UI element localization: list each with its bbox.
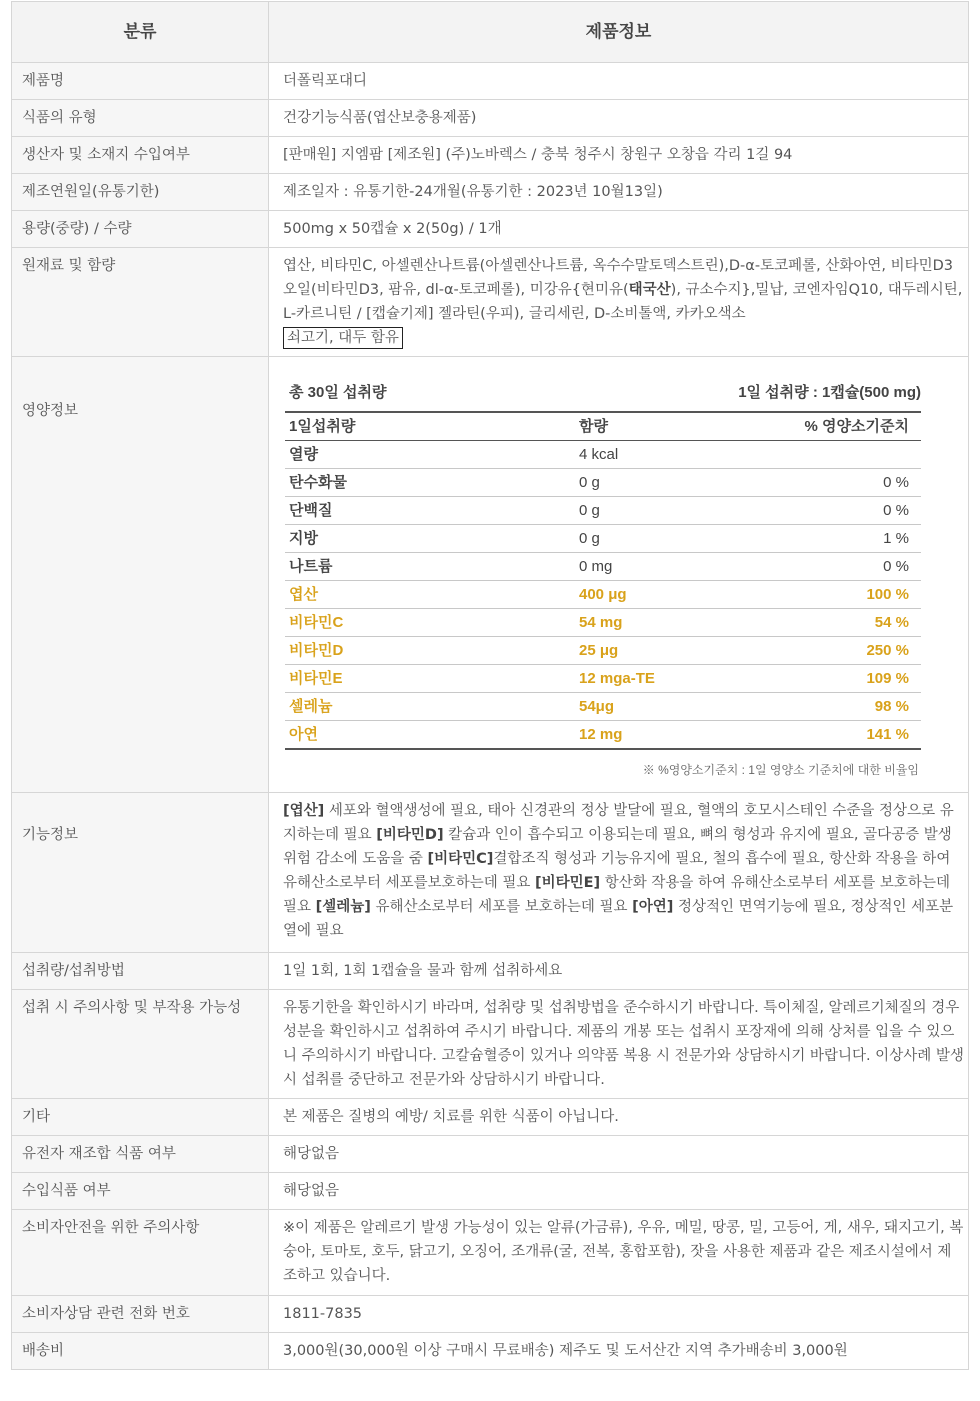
nutrient-name: 셀레늄 bbox=[289, 698, 333, 715]
nutrient-amount: 0 g bbox=[579, 474, 600, 491]
ingredients-text-2: ), 규소수지},밀납, 코엔자임Q10, 대두레시틴, L-카르니틴 / [캡슐기제] 젤라틴(우피), 글리세린, D-소비톨액, 카카오색소 bbox=[283, 282, 963, 322]
row-label: 원재료 및 함량 bbox=[12, 248, 269, 357]
desc-vite: 항산화 작용을 하여 유해산소로부터 세포를 보호하는데 필요 bbox=[283, 875, 950, 915]
nutrient-amount: 0 g bbox=[579, 530, 600, 547]
nutrition-summary bbox=[285, 377, 921, 413]
tag-selenium: [셀레늄] bbox=[315, 899, 371, 915]
nutrient-percent: 141 % bbox=[866, 726, 909, 743]
table-row bbox=[12, 1099, 969, 1136]
ingredients-text: 엽산, 비타민C, 아셀렌산나트륨(아셀렌산나트륨, 옥수수말토덱스트린),D-α-토코페롤, 산화아연, 비타민D3오일(비타민D3, 팜유, dl-α-토코페롤), 미강유{현미유( bbox=[283, 258, 953, 298]
row-label: 제품명 bbox=[12, 63, 269, 100]
table-row bbox=[12, 1210, 969, 1296]
row-label: 유전자 재조합 식품 여부 bbox=[12, 1136, 269, 1173]
nutrient-percent: 54 % bbox=[874, 614, 909, 631]
food-type-value: 건강기능식품(엽산보충용제품) bbox=[269, 100, 969, 137]
nutrition-row bbox=[285, 693, 921, 721]
nutrient-amount: 54 mg bbox=[579, 614, 623, 631]
nutrition-row bbox=[285, 609, 921, 637]
nutrient-name: 나트륨 bbox=[289, 558, 333, 575]
nutrition-note: ※ %영양소기준치 : 1일 영양소 기준치에 대한 비율임 bbox=[642, 763, 919, 777]
table-row bbox=[12, 248, 969, 357]
table-row bbox=[12, 1136, 969, 1173]
nutrient-amount: 54μg bbox=[579, 698, 615, 715]
origin-bold: 태국산 bbox=[628, 282, 671, 298]
tag-zinc: [아연] bbox=[632, 899, 674, 915]
nutrition-row bbox=[285, 469, 921, 497]
producer-value: [판매원] 지엠팜 [제조원] (주)노바렉스 / 충북 청주시 창원구 오창읍 각리 1길 94 bbox=[269, 137, 969, 174]
tag-vitd: [비타민D] bbox=[376, 827, 444, 843]
nutrition-row bbox=[285, 441, 921, 469]
nutrient-name: 아연 bbox=[289, 726, 318, 743]
table-row bbox=[12, 953, 969, 990]
desc-vitd: 칼슘과 인이 흡수되고 이용되는데 필요, 뼈의 형성과 유지에 필요, 골다공증 발생 위험 감소에 도움을 줌 bbox=[283, 827, 952, 867]
nutrient-percent bbox=[759, 441, 909, 469]
tag-vitc: [비타민C] bbox=[427, 851, 494, 867]
row-label: 영양정보 bbox=[12, 357, 269, 793]
nutrient-name: 비타민C bbox=[289, 614, 344, 631]
gmo-value: 해당없음 bbox=[269, 1136, 969, 1173]
allergen-box: 쇠고기, 대두 함유 bbox=[283, 327, 403, 349]
nutrient-percent: 0 % bbox=[883, 474, 909, 491]
col-amount: 함량 bbox=[579, 418, 608, 435]
nutrient-amount: 0 g bbox=[579, 502, 600, 519]
table-row bbox=[12, 793, 969, 953]
row-label: 제조연원일(유통기한) bbox=[12, 174, 269, 211]
row-label: 섭취량/섭취방법 bbox=[12, 953, 269, 990]
table-header bbox=[12, 2, 969, 63]
product-info-table bbox=[11, 1, 969, 1370]
nutrition-header bbox=[285, 413, 921, 441]
nutrient-name: 탄수화물 bbox=[289, 474, 347, 491]
intake-value: 1일 1회, 1회 1캡슐을 물과 함께 섭취하세요 bbox=[269, 953, 969, 990]
table-row bbox=[12, 63, 969, 100]
shipping-value: 3,000원(30,000원 이상 구매시 무료배송) 제주도 및 도서산간 지역 추가배송비 3,000원 bbox=[269, 1333, 969, 1370]
table-row bbox=[12, 211, 969, 248]
total-intake: 총 30일 섭취량 bbox=[289, 384, 387, 401]
table-row bbox=[12, 990, 969, 1099]
desc-selenium: 유해산소로부터 세포를 보호하는데 필요 bbox=[370, 899, 633, 915]
ingredients-value bbox=[269, 248, 969, 357]
nutrient-percent: 98 % bbox=[874, 698, 909, 715]
nutrient-name: 지방 bbox=[289, 530, 318, 547]
nutrient-name: 엽산 bbox=[289, 586, 318, 603]
nutrition-cell bbox=[269, 357, 969, 793]
nutrition-row bbox=[285, 581, 921, 609]
mfg-date-value: 제조일자 : 유통기한-24개월(유통기한 : 2023년 10월13일) bbox=[269, 174, 969, 211]
desc-vitc: 결합조직 형성과 기능유지에 필요, 철의 흡수에 필요, 항산화 작용을 하여 유해산소로부터 세포를보호하는데 필요 bbox=[283, 851, 951, 891]
nutrient-amount: 4 kcal bbox=[579, 446, 619, 463]
nutrient-amount: 0 mg bbox=[579, 558, 613, 575]
phone-value: 1811-7835 bbox=[269, 1296, 969, 1333]
row-label: 소비자상담 관련 전화 번호 bbox=[12, 1296, 269, 1333]
etc-value: 본 제품은 질병의 예방/ 치료를 위한 식품이 아닙니다. bbox=[269, 1099, 969, 1136]
row-label: 기능정보 bbox=[12, 793, 269, 953]
table-row bbox=[12, 174, 969, 211]
tag-vite: [비타민E] bbox=[534, 875, 601, 891]
row-label: 소비자안전을 위한 주의사항 bbox=[12, 1210, 269, 1296]
nutrient-percent: 100 % bbox=[866, 586, 909, 603]
nutrition-row bbox=[285, 665, 921, 693]
nutrition-row bbox=[285, 553, 921, 581]
nutrient-name: 비타민E bbox=[289, 670, 343, 687]
nutrient-amount: 12 mga-TE bbox=[579, 670, 655, 687]
nutrient-percent: 1 % bbox=[883, 530, 909, 547]
row-label: 식품의 유형 bbox=[12, 100, 269, 137]
nutrient-percent: 0 % bbox=[883, 502, 909, 519]
table-row bbox=[12, 1173, 969, 1210]
table-row bbox=[12, 357, 969, 793]
caution-value: 유통기한을 확인하시기 바라며, 섭취량 및 섭취방법을 준수하시기 바랍니다. 특이체질, 알레르기체질의 경우 성분을 확인하시고 섭취하여 주시기 바랍니다. 제품의 개봉 또는 섭취시 포장재에 의해 상처를 입을 수 있으니 주의하시기 바랍니다. 고칼슘혈증이 있거나 의약품 복용 시 전문가와 상담하시기 바랍니다. 이상사례 발생 시 섭취를 중단하고 전문가와 상담하시기 바랍니다. bbox=[269, 990, 969, 1099]
product-info-container bbox=[11, 1, 969, 1370]
nutrient-amount: 12 mg bbox=[579, 726, 623, 743]
function-value bbox=[269, 793, 969, 953]
nutrient-name: 단백질 bbox=[289, 502, 333, 519]
header-category: 분류 bbox=[12, 2, 269, 63]
capacity-value: 500mg x 50캡슐 x 2(50g) / 1개 bbox=[269, 211, 969, 248]
nutrition-row bbox=[285, 721, 921, 750]
table-row bbox=[12, 1296, 969, 1333]
desc-zinc: 정상적인 면역기능에 필요, 정상적인 세포분열에 필요 bbox=[283, 899, 954, 939]
nutrient-name: 열량 bbox=[289, 446, 318, 463]
nutrition-row bbox=[285, 497, 921, 525]
table-row bbox=[12, 1333, 969, 1370]
header-product-info: 제품정보 bbox=[269, 2, 969, 63]
product-name-value: 더폴릭포대디 bbox=[269, 63, 969, 100]
table-row bbox=[12, 137, 969, 174]
nutrient-percent: 0 % bbox=[883, 558, 909, 575]
col-nutrient: 1일섭취량 bbox=[289, 418, 356, 435]
nutrition-row bbox=[285, 525, 921, 553]
nutrition-rows bbox=[285, 441, 921, 750]
nutrient-amount: 400 μg bbox=[579, 586, 627, 603]
row-label: 기타 bbox=[12, 1099, 269, 1136]
tag-folic: [엽산] bbox=[283, 803, 325, 819]
nutrient-amount: 25 μg bbox=[579, 642, 619, 659]
nutrient-percent: 250 % bbox=[866, 642, 909, 659]
row-label: 섭취 시 주의사항 및 부작용 가능성 bbox=[12, 990, 269, 1099]
row-label: 수입식품 여부 bbox=[12, 1173, 269, 1210]
nutrient-name: 비타민D bbox=[289, 642, 344, 659]
row-label: 용량(중량) / 수량 bbox=[12, 211, 269, 248]
nutrition-facts bbox=[285, 377, 921, 782]
imported-value: 해당없음 bbox=[269, 1173, 969, 1210]
desc-folic: 세포와 혈액생성에 필요, 태아 신경관의 정상 발달에 필요, 혈액의 호모시스테인 수준을 정상으로 유지하는데 필요 bbox=[283, 803, 954, 843]
table-row bbox=[12, 100, 969, 137]
serving-size: 1일 섭취량 : 1캡슐(500 mg) bbox=[738, 384, 921, 401]
col-percent: % 영양소기준치 bbox=[804, 418, 909, 435]
nutrient-percent: 109 % bbox=[866, 670, 909, 687]
safety-value: ※이 제품은 알레르기 발생 가능성이 있는 알류(가금류), 우유, 메밀, 땅콩, 밀, 고등어, 게, 새우, 돼지고기, 복숭아, 토마토, 호두, 닭고기, 오징어, 조개류(굴, 전복, 홍합포함), 잣을 사용한 제품과 같은 제조시설에서 제조하고 있습니다. bbox=[269, 1210, 969, 1296]
row-label: 배송비 bbox=[12, 1333, 269, 1370]
nutrition-row bbox=[285, 637, 921, 665]
row-label: 생산자 및 소재지 수입여부 bbox=[12, 137, 269, 174]
